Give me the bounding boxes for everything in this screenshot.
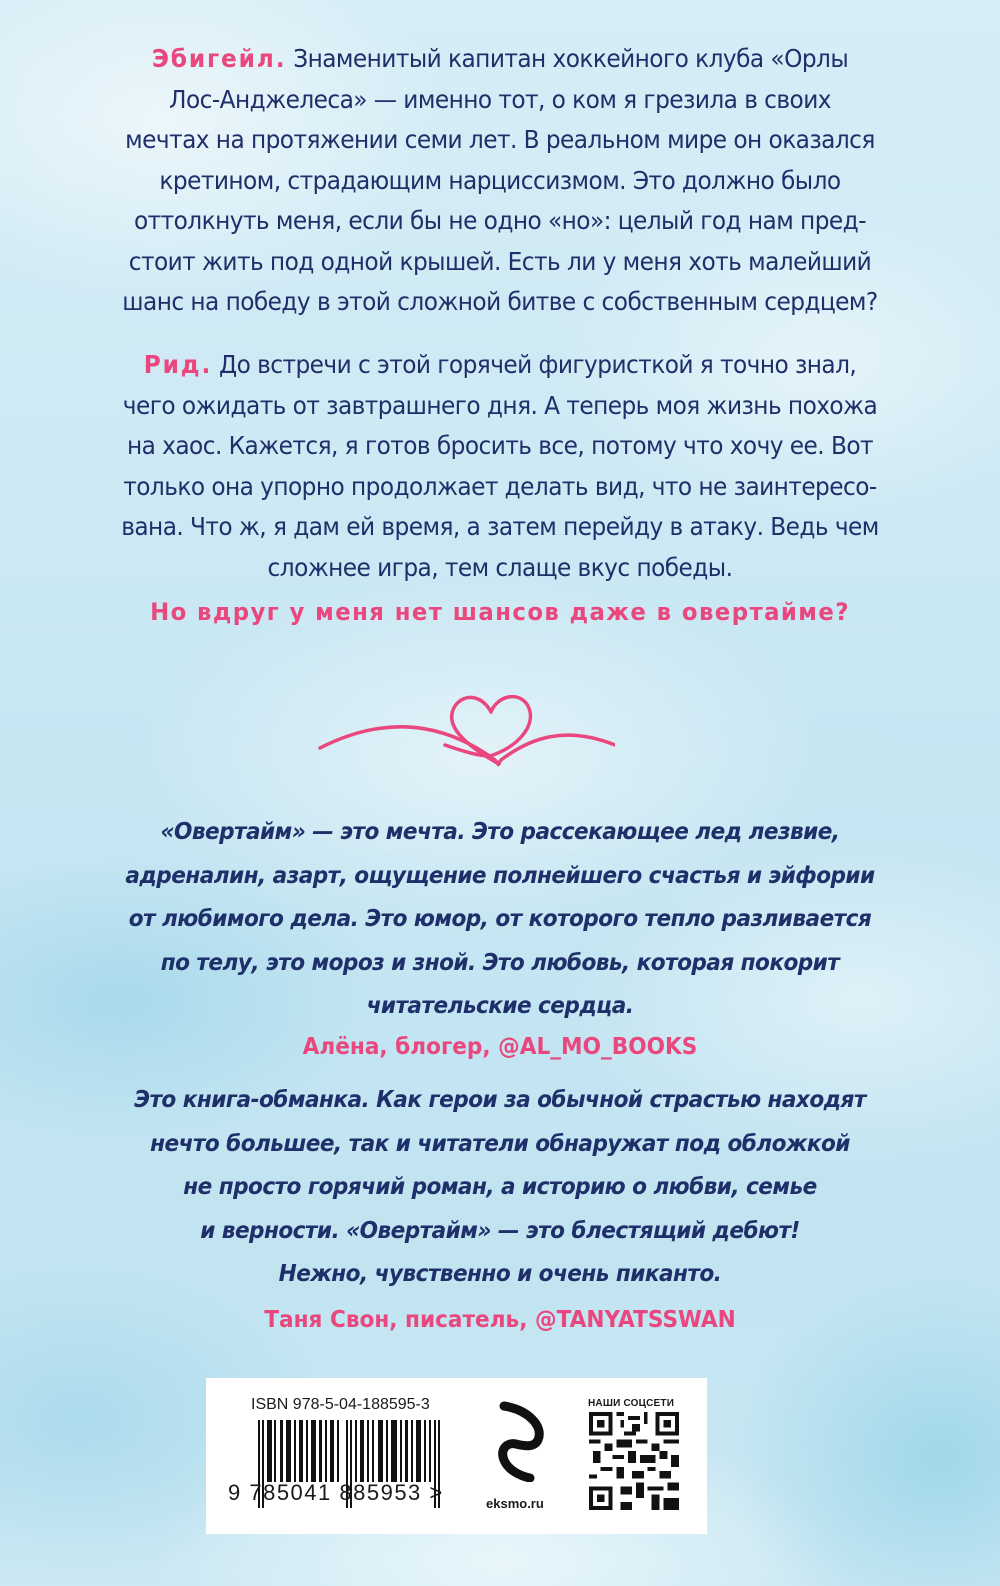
qr-code-icon[interactable] [588,1412,680,1510]
eksmo-logo-icon [494,1400,546,1482]
synopsis-line: только она упорно продолжает делать вид, что не заинтересо- [123,471,877,501]
synopsis-line: сложнее игра, тем слаще вкус победы. [267,552,733,582]
review-attribution: Таня Свон, писатель, @TANYATSSWAN [264,1304,736,1333]
social-label: НАШИ СОЦСЕТИ [588,1398,675,1409]
review-alena [77,810,923,1064]
synopsis-line: оттолкнуть меня, если бы не одно «но»: целый год нам пред- [134,206,866,235]
synopsis-line: чего ожидать от завтрашнего дня. А теперь моя жизнь похожа [122,390,878,420]
review-line: адреналин, азарт, ощущение полнейшего счастья и эйфории [125,860,875,889]
review-line: Это книга-обманка. Как герои за обычной страстью находят [134,1085,866,1113]
synopsis-abigail [72,39,928,323]
isbn-label: ISBN 978-5-04-188595-3 [251,1396,430,1413]
synopsis-line: вана. Что ж, я дам ей время, а затем перейду в атаку. Ведь чем [121,512,879,541]
synopsis-line: кретином, страдающим нарциссизмом. Это должно было [159,165,841,195]
character-name-abigail: Эбигейл. [151,44,287,73]
review-line: нечто большее, так и читатели обнаружат под обложкой [150,1128,850,1157]
review-attribution: Алёна, блогер, @AL_MO_BOOKS [302,1031,698,1060]
synopsis-line: Лос-Анджелеса» — именно тот, о ком я грезила в своих [169,84,831,114]
review-line: по телу, это мороз и зной. Это любовь, которая покорит [160,947,840,976]
heart-line-icon [315,690,615,770]
synopsis-line: стоит жить под одной крышей. Есть ли у меня хоть малейший [128,246,872,276]
barcode-digits: 9 785041 885953 > [228,1480,444,1505]
imprint-panel [206,1378,707,1534]
character-name-reed: Рид. [143,350,213,379]
synopsis-reed [72,345,928,588]
publisher-site: eksmo.ru [486,1496,544,1511]
review-line: «Овертайм» — это мечта. Это рассекающее лед лезвие, [160,817,840,845]
synopsis-line: на хаос. Кажется, я готов бросить все, потому что хочу ее. Вот [126,431,874,460]
hook-tagline: Но вдруг у меня нет шансов даже в овертайме? [150,598,850,626]
synopsis-line: шанс на победу в этой сложной битве с собственным сердцем? [122,287,878,316]
review-tanya [77,1078,923,1342]
review-line: Нежно, чувственно и очень пиканто. [278,1259,722,1287]
synopsis-line: мечтах на протяжении семи лет. В реальном мире он оказался [125,125,875,154]
synopsis-line: Рид. До встречи с этой горячей фигуристкой я точно знал, [143,350,857,379]
review-line: читательские сердца. [366,991,634,1019]
review-line: от любимого дела. Это юмор, от которого тепло разливается [128,904,872,932]
review-line: не просто горячий роман, а историю о любви, семье [183,1172,817,1200]
synopsis-line: Эбигейл. Знаменитый капитан хоккейного клуба «Орлы [151,44,849,73]
review-line: и верности. «Овертайм» — это блестящий дебют! [200,1215,800,1244]
